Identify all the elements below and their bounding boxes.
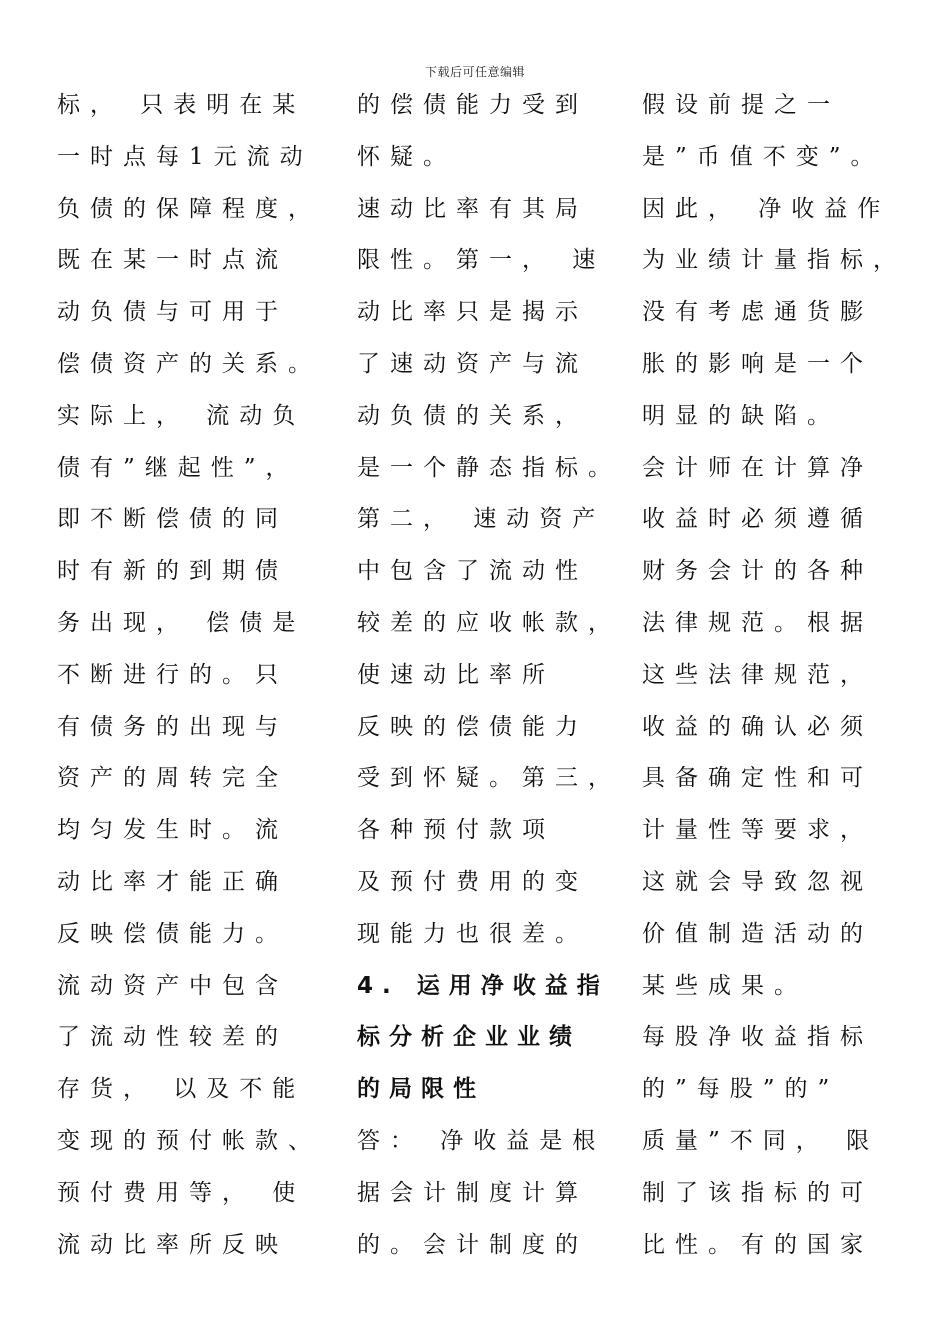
text-line: 流动比率所反映 xyxy=(57,1231,288,1258)
text-line: 质量”不同， 限 xyxy=(642,1127,880,1154)
text-line: 债有”继起性”， xyxy=(57,454,299,481)
text-line: 动比率只是揭示 xyxy=(357,299,588,326)
text-line: 一时点每1元流动 xyxy=(57,143,313,170)
text-line: 胀的影响是一个 xyxy=(642,350,873,377)
text-line: 即不断偿债的同 xyxy=(57,506,288,533)
text-line: 现能力也很差。 xyxy=(357,920,588,947)
text-line: 明显的缺陷。 xyxy=(642,402,840,429)
text-line: 某些成果。 xyxy=(642,972,807,999)
text-line: 变现的预付帐款、 xyxy=(57,1127,321,1154)
text-line: 价值制造活动的 xyxy=(642,920,873,947)
text-line: 受到怀疑。第三， xyxy=(357,765,621,792)
text-line: 据会计制度计算 xyxy=(357,1179,588,1206)
text-line: 均匀发生时。流 xyxy=(57,817,288,844)
text-line: 反映的偿债能力 xyxy=(357,713,588,740)
text-column-3 xyxy=(642,80,942,1271)
text-line: 为业绩计量指标， xyxy=(642,247,906,274)
text-line: 动比率才能正确 xyxy=(57,868,288,895)
text-line: 中包含了流动性 xyxy=(357,558,588,585)
text-line: 比性。有的国家 xyxy=(642,1231,873,1258)
text-line: 务出现， 偿债是 xyxy=(57,609,306,636)
text-line: 偿债资产的关系。 xyxy=(57,350,321,377)
text-line: 假设前提之一 xyxy=(642,92,840,118)
text-line: 这些法律规范， xyxy=(642,661,873,688)
text-line: 时有新的到期债 xyxy=(57,558,288,585)
text-line: 的。会计制度的 xyxy=(357,1231,588,1258)
text-line: 收益时必须遵循 xyxy=(642,506,873,533)
text-line: 没有考虑通货膨 xyxy=(642,299,873,326)
text-column-2 xyxy=(357,80,627,1271)
text-line: 动负债与可用于 xyxy=(57,299,288,326)
text-line: 实际上， 流动负 xyxy=(57,402,306,429)
text-column-1 xyxy=(57,80,327,1271)
text-line: 收益的确认必须 xyxy=(642,713,873,740)
text-line: 及预付费用的变 xyxy=(357,868,588,895)
text-line: 存货， 以及不能 xyxy=(57,1076,306,1103)
text-line: 具备确定性和可 xyxy=(642,765,873,792)
section-heading-line: 的局限性 xyxy=(357,1076,485,1103)
text-line: 限性。第一， 速 xyxy=(357,247,606,274)
text-line: 是一个静态指标。 xyxy=(357,454,621,481)
text-line: 答： 净收益是根 xyxy=(357,1127,606,1154)
page-header: 下载后可任意编辑 xyxy=(424,65,525,79)
text-line: 速动比率有其局 xyxy=(357,195,588,222)
text-line: 使速动比率所 xyxy=(357,661,555,688)
text-line: 怀疑。 xyxy=(357,143,456,170)
text-line: 反映偿债能力。 xyxy=(57,920,288,947)
text-line: 资产的周转完全 xyxy=(57,765,288,792)
text-line: 流动资产中包含 xyxy=(57,972,288,999)
text-line: 有债务的出现与 xyxy=(57,713,288,740)
text-line: 既在某一时点流 xyxy=(57,247,288,274)
text-line: 法律规范。根据 xyxy=(642,609,873,636)
text-line: 了流动性较差的 xyxy=(57,1024,288,1051)
text-line: 制了该指标的可 xyxy=(642,1179,873,1206)
text-line: 每股净收益指标 xyxy=(642,1024,873,1051)
text-line: 动负债的关系， xyxy=(357,402,588,429)
text-line: 计量性等要求， xyxy=(642,817,873,844)
text-line: 不断进行的。只 xyxy=(57,661,288,688)
text-line: 会计师在计算净 xyxy=(642,454,873,481)
section-heading-line: 4. 运用净收益指 xyxy=(357,972,609,999)
text-line: 的偿债能力受到 xyxy=(357,92,588,118)
text-line: 预付费用等， 使 xyxy=(57,1179,306,1206)
text-line: 因此， 净收益作 xyxy=(642,195,891,222)
text-line: 较差的应收帐款， xyxy=(357,609,621,636)
text-line: 各种预付款项 xyxy=(357,817,555,844)
text-line: 的”每股”的” xyxy=(642,1076,840,1103)
text-line: 这就会导致忽视 xyxy=(642,868,873,895)
section-heading-line: 标分析企业业绩 xyxy=(357,1024,581,1051)
text-line: 第二， 速动资产 xyxy=(357,506,606,533)
text-line: 是”币值不变”。 xyxy=(642,143,884,170)
text-line: 了速动资产与流 xyxy=(357,350,588,377)
text-line: 标， 只表明在某 xyxy=(57,92,306,118)
text-line: 负债的保障程度， xyxy=(57,195,321,222)
text-line: 财务会计的各种 xyxy=(642,558,873,585)
